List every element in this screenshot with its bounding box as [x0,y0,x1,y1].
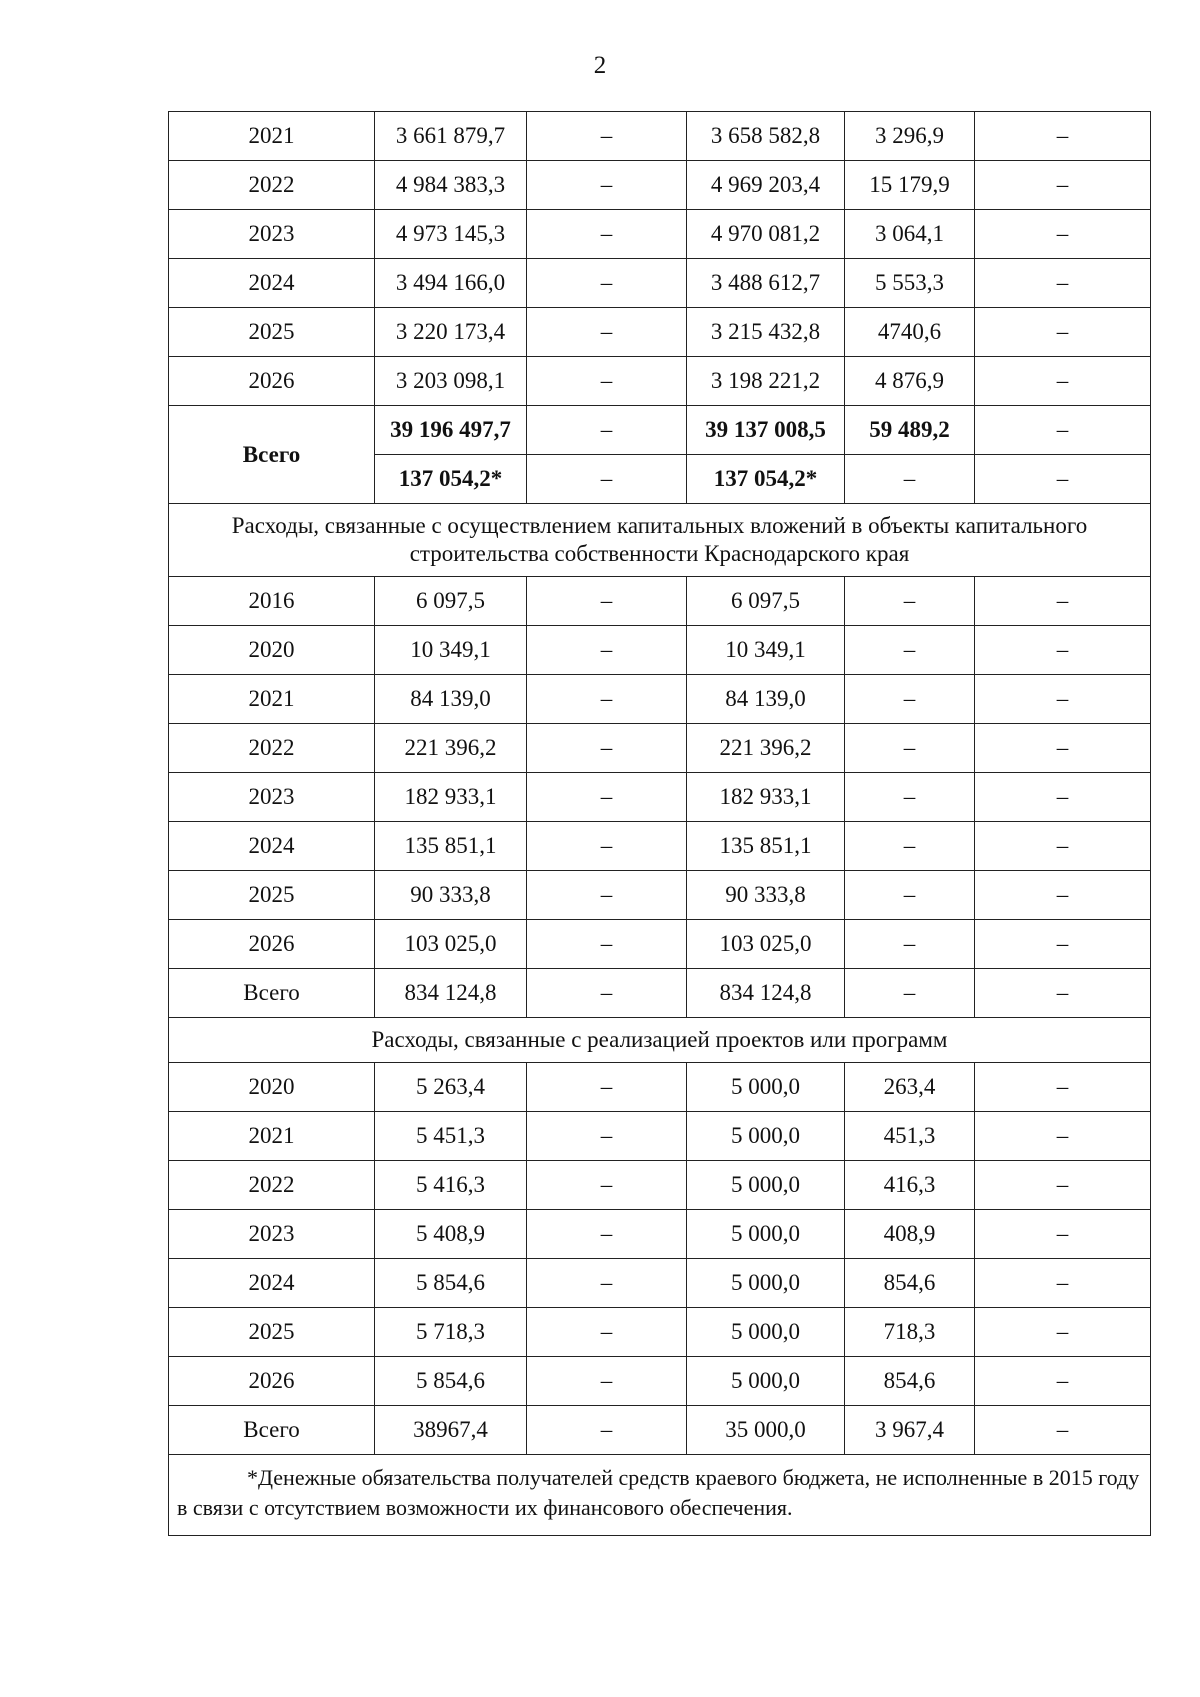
table-cell: 263,4 [845,1063,975,1112]
table-cell: 3 064,1 [845,210,975,259]
table-cell: 3 220 173,4 [375,308,527,357]
year-cell: 2026 [169,357,375,406]
table-cell: – [975,871,1151,920]
table-cell: – [975,724,1151,773]
table-row [169,969,1151,1018]
table-cell: – [527,1210,687,1259]
year-cell: 2021 [169,675,375,724]
table-row [169,308,1151,357]
table-cell: 3 215 432,8 [687,308,845,357]
table-cell: 137 054,2* [375,455,527,504]
table-cell: 5 000,0 [687,1308,845,1357]
table-cell: 35 000,0 [687,1406,845,1455]
table-cell: 135 851,1 [687,822,845,871]
table-cell: – [845,577,975,626]
table-cell: – [527,1161,687,1210]
year-cell: 2023 [169,210,375,259]
table-cell: 6 097,5 [687,577,845,626]
table-row [169,871,1151,920]
table-cell: – [527,357,687,406]
page-number: 2 [593,52,607,79]
table-cell: – [845,822,975,871]
table-cell: – [527,210,687,259]
table-cell: 39 137 008,5 [687,406,845,455]
year-cell: 2024 [169,822,375,871]
table-cell: 5 451,3 [375,1112,527,1161]
table-row [169,1063,1151,1112]
table-cell: – [527,112,687,161]
table-cell: – [527,1357,687,1406]
year-cell: 2020 [169,1063,375,1112]
table-cell: – [845,871,975,920]
table-row [169,259,1151,308]
year-cell: 2020 [169,626,375,675]
table-row [169,1161,1151,1210]
table-cell: – [527,1112,687,1161]
table-row [169,1406,1151,1455]
table-cell: 3 198 221,2 [687,357,845,406]
table-cell: 5 263,4 [375,1063,527,1112]
table-cell: 5 000,0 [687,1063,845,1112]
table-row [169,1210,1151,1259]
table-cell: – [975,920,1151,969]
financing-table [168,111,1151,1536]
table-cell: – [975,1259,1151,1308]
table-cell: 5 000,0 [687,1259,845,1308]
table-cell: – [975,969,1151,1018]
year-cell: Всего [169,969,375,1018]
table-cell: 5 000,0 [687,1210,845,1259]
table-cell: – [527,1406,687,1455]
table-cell: 5 416,3 [375,1161,527,1210]
table-row [169,357,1151,406]
table-cell: – [975,822,1151,871]
table-cell: 3 658 582,8 [687,112,845,161]
table-cell: – [527,577,687,626]
table-cell: 5 000,0 [687,1161,845,1210]
table-row [169,675,1151,724]
table-row [169,577,1151,626]
table-row [169,920,1151,969]
total-row [169,406,1151,455]
table-cell: – [975,1210,1151,1259]
table-cell: 3 296,9 [845,112,975,161]
year-cell: Всего [169,1406,375,1455]
table-cell: – [975,1406,1151,1455]
table-cell: – [845,773,975,822]
table-row [169,724,1151,773]
table-cell: 3 661 879,7 [375,112,527,161]
table-cell: – [527,1308,687,1357]
table-cell: – [527,1063,687,1112]
table-cell: – [975,1063,1151,1112]
year-cell: 2021 [169,112,375,161]
table-row [169,1259,1151,1308]
table-row [169,626,1151,675]
table-cell: – [975,626,1151,675]
table-cell: 59 489,2 [845,406,975,455]
table-cell: – [527,626,687,675]
table-cell: 451,3 [845,1112,975,1161]
table-cell: 10 349,1 [687,626,845,675]
table-cell: – [975,1357,1151,1406]
table-cell: 84 139,0 [687,675,845,724]
table-cell: – [527,920,687,969]
table-cell: – [975,1308,1151,1357]
table-cell: 3 203 098,1 [375,357,527,406]
table-cell: – [975,161,1151,210]
year-cell: 2024 [169,259,375,308]
table-cell: 90 333,8 [687,871,845,920]
year-cell: 2021 [169,1112,375,1161]
table-cell: – [845,455,975,504]
table-cell: 182 933,1 [375,773,527,822]
table-cell: 854,6 [845,1357,975,1406]
table-cell: – [527,161,687,210]
table-cell: – [975,577,1151,626]
table-cell: 834 124,8 [687,969,845,1018]
table-cell: – [975,112,1151,161]
table-cell: – [975,210,1151,259]
table-cell: – [845,626,975,675]
table-row [169,1357,1151,1406]
table-cell: 854,6 [845,1259,975,1308]
table-cell: – [845,969,975,1018]
section-header-row [169,504,1151,577]
table-cell: 103 025,0 [375,920,527,969]
table-cell: – [527,1259,687,1308]
section-title: Расходы, связанные с реализацией проектов или программ [169,1018,1151,1063]
table-cell: – [975,1112,1151,1161]
table-cell: – [527,822,687,871]
table-cell: – [527,406,687,455]
year-cell: 2023 [169,773,375,822]
year-cell: 2025 [169,308,375,357]
year-cell: 2022 [169,724,375,773]
table-row [169,1308,1151,1357]
section-title: Расходы, связанные с осуществлением капитальных вложений в объекты капитального строительства собственности Краснодарского края [169,504,1151,577]
year-cell: 2022 [169,1161,375,1210]
year-cell: 2026 [169,920,375,969]
footnote-cell [169,1455,1151,1536]
table-cell: 182 933,1 [687,773,845,822]
year-cell: 2026 [169,1357,375,1406]
table-cell: 4 970 081,2 [687,210,845,259]
table-cell: – [975,406,1151,455]
table-cell: 718,3 [845,1308,975,1357]
table-cell: 5 854,6 [375,1357,527,1406]
table-cell: – [527,871,687,920]
table-cell: – [975,259,1151,308]
table-cell: 6 097,5 [375,577,527,626]
table-cell: 5 000,0 [687,1112,845,1161]
table-cell: – [527,773,687,822]
table-cell: – [975,675,1151,724]
table-cell: 84 139,0 [375,675,527,724]
year-cell: 2022 [169,161,375,210]
table-cell: – [845,724,975,773]
table-cell: – [527,969,687,1018]
table-row [169,1112,1151,1161]
table-cell: 4 969 203,4 [687,161,845,210]
table-cell: 39 196 497,7 [375,406,527,455]
table-cell: 5 718,3 [375,1308,527,1357]
table-cell: 90 333,8 [375,871,527,920]
table-cell: 4 973 145,3 [375,210,527,259]
table-cell: 4 876,9 [845,357,975,406]
table-cell: – [975,773,1151,822]
table-row [169,210,1151,259]
table-cell: 221 396,2 [375,724,527,773]
table-cell: 834 124,8 [375,969,527,1018]
footnote-text: *Денежные обязательства получателей средств краевого бюджета, не исполненные в 2015 году в связи с отсутствием возможности их финансового обеспечения. [177,1465,1140,1520]
table-cell: – [527,455,687,504]
table-cell: – [975,357,1151,406]
table-cell: – [975,1161,1151,1210]
table-cell: 416,3 [845,1161,975,1210]
table-cell: 4740,6 [845,308,975,357]
year-cell: 2024 [169,1259,375,1308]
table-cell: – [845,675,975,724]
table-cell: 3 967,4 [845,1406,975,1455]
table-cell: – [845,920,975,969]
table-cell: 135 851,1 [375,822,527,871]
table-row [169,822,1151,871]
table-cell: 137 054,2* [687,455,845,504]
table-cell: 408,9 [845,1210,975,1259]
table-cell: – [527,724,687,773]
table-cell: 221 396,2 [687,724,845,773]
table-cell: 3 488 612,7 [687,259,845,308]
table-cell: 15 179,9 [845,161,975,210]
year-cell: 2025 [169,1308,375,1357]
table-cell: 5 000,0 [687,1357,845,1406]
footnote-row [169,1455,1151,1536]
total-label: Всего [169,406,375,504]
table-cell: 103 025,0 [687,920,845,969]
table-cell: 10 349,1 [375,626,527,675]
year-cell: 2025 [169,871,375,920]
year-cell: 2023 [169,1210,375,1259]
year-cell: 2016 [169,577,375,626]
table-cell: – [527,675,687,724]
table-cell: – [527,259,687,308]
table-cell: – [975,455,1151,504]
table-row [169,773,1151,822]
table-cell: 5 408,9 [375,1210,527,1259]
table-cell: 3 494 166,0 [375,259,527,308]
table-cell: 5 854,6 [375,1259,527,1308]
table-cell: 38967,4 [375,1406,527,1455]
table-cell: – [975,308,1151,357]
table-cell: – [527,308,687,357]
section-header-row [169,1018,1151,1063]
table-row [169,112,1151,161]
table-body [169,112,1151,1455]
table-cell: 4 984 383,3 [375,161,527,210]
table-row [169,161,1151,210]
table-cell: 5 553,3 [845,259,975,308]
